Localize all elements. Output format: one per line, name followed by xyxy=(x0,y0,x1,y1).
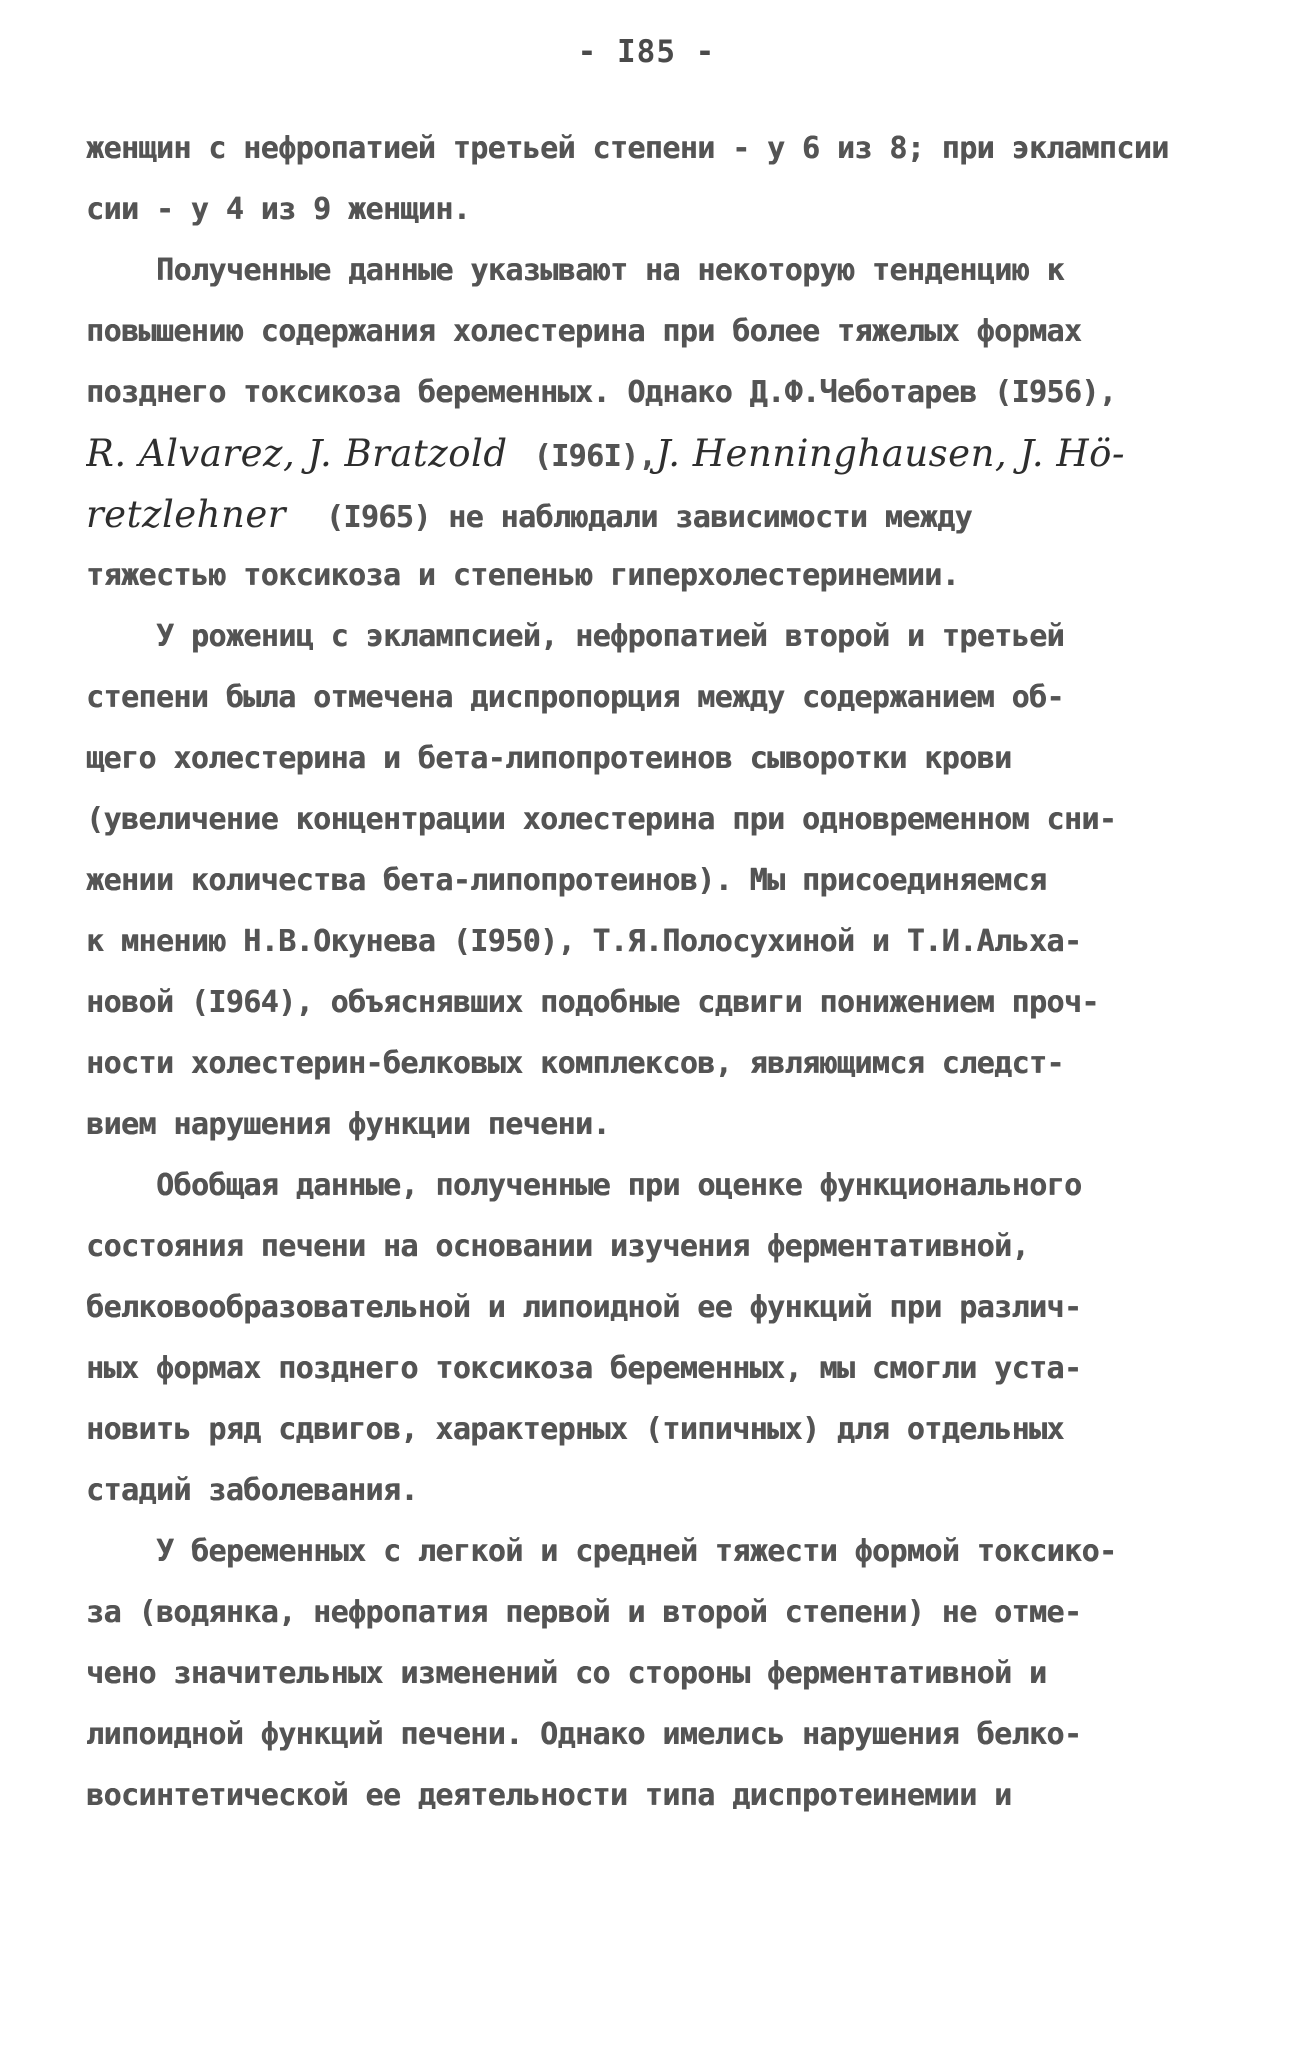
text-line-with-handwriting xyxy=(86,484,1216,545)
year-reference: (I96I), xyxy=(533,439,656,474)
paragraph-start-line: У беременных с легкой и средней тяжести формой токсико- xyxy=(156,1534,1117,1569)
handwritten-author-names: J. Henninghausen, J. Hö- xyxy=(655,432,1125,475)
paragraph-start-line: Обобщая данные, полученные при оценке функционального xyxy=(156,1168,1082,1203)
text-line: белковообразовательной и липоидной ее функций при различ- xyxy=(86,1290,1082,1325)
paragraph-start-line: У рожениц с эклампсией, нефропатией второй и третьей xyxy=(156,619,1064,654)
text-line: ности холестерин-белковых комплексов, являющимся следст- xyxy=(86,1046,1064,1081)
text-line: тяжестью токсикоза и степенью гиперхолестеринемии. xyxy=(86,558,960,593)
text-line: новить ряд сдвигов, характерных (типичных) для отдельных xyxy=(86,1412,1064,1447)
text-line: женщин с нефропатией третьей степени - у 6 из 8; при эклампсии xyxy=(86,131,1169,166)
text-line: чено значительных изменений со стороны ферментативной и xyxy=(86,1656,1047,1691)
text-line: степени была отмечена диспропорция между содержанием об- xyxy=(86,680,1064,715)
text-fragment: (I965) не наблюдали зависимости между xyxy=(325,500,972,535)
handwritten-author-names: R. Alvarez, J. Bratzold xyxy=(86,432,508,475)
text-line: повышению содержания холестерина при более тяжелых формах xyxy=(86,314,1082,349)
text-line: липоидной функций печени. Однако имелись нарушения белко- xyxy=(86,1717,1082,1752)
text-line: ных формах позднего токсикоза беременных, мы смогли уста- xyxy=(86,1351,1082,1386)
text-line: новой (I964), объяснявших подобные сдвиги понижением проч- xyxy=(86,985,1099,1020)
text-line: стадий заболевания. xyxy=(86,1473,418,1508)
text-line: вием нарушения функции печени. xyxy=(86,1107,610,1142)
text-line: к мнению Н.В.Окунева (I950), Т.Я.Полосухиной и Т.И.Альха- xyxy=(86,924,1082,959)
handwritten-author-names: retzlehner xyxy=(86,493,286,536)
text-line: за (водянка, нефропатия первой и второй степени) не отме- xyxy=(86,1595,1082,1630)
text-line: жении количества бета-липопротеинов). Мы присоединяемся xyxy=(86,863,1047,898)
text-line: сии - у 4 из 9 женщин. xyxy=(86,192,471,227)
page-number: - I85 - xyxy=(577,34,716,70)
body-text xyxy=(86,118,1216,1826)
text-line: состояния печени на основании изучения ферментативной, xyxy=(86,1229,1029,1264)
paragraph-start-line: Полученные данные указывают на некоторую тенденцию к xyxy=(156,253,1064,288)
text-line: щего холестерина и бета-липопротеинов сыворотки крови xyxy=(86,741,1012,776)
text-line: позднего токсикоза беременных. Однако Д.Ф.Чеботарев (I956), xyxy=(86,375,1117,410)
text-line: (увеличение концентрации холестерина при одновременном сни- xyxy=(86,802,1117,837)
text-line: восинтетической ее деятельности типа диспротеинемии и xyxy=(86,1778,1012,1813)
text-line-with-handwriting xyxy=(86,423,1216,484)
